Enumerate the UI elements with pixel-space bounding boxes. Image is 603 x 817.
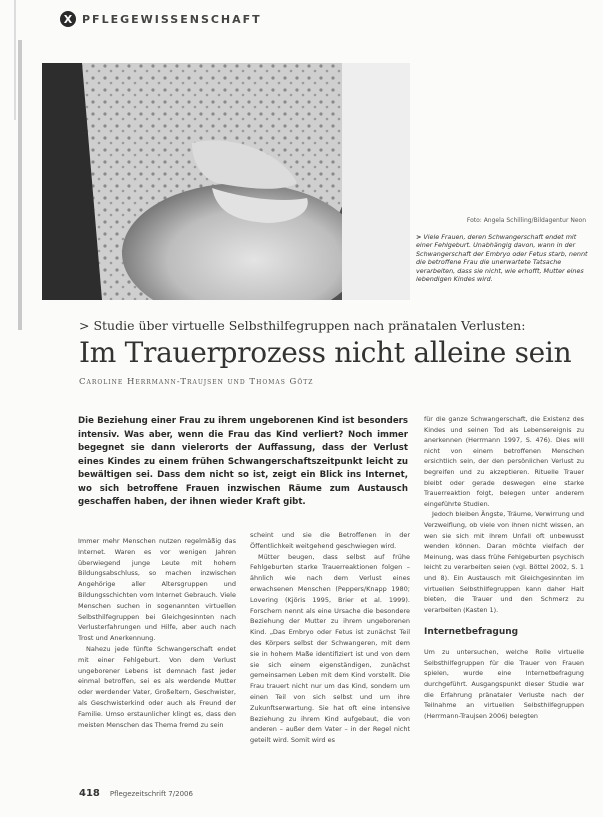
paragraph: Mütter beugen, dass selbst auf frühe Fehlgeburten starke Trauerreaktionen folgen – ähnlich wie nach dem Verlust eines erwachsenen Menschen (Peppers/Knapp 1980; Lovering (Kjöris 1995, Brier et al. 1999). Forschern nennt als eine Ursache die besondere Beziehung der Mutter zu ihrem ungeborenen Kind. „Das Embryo oder Fetus ist zunächst Teil des Körpers selbst der Schwangeren, mit dem sie in hohem Maße identifiziert ist und von dem sie sich einem eigenständigen, zunächst gemeinsamen Leben mit dem Kind vorstellt. Die Frau trauert nicht nur um das Kind, sondern um einen Teil von sich selbst und um ihre Zukunftserwartung. Sie hat oft eine intensive Beziehung zu ihrem Kind aufgebaut, die von anderen – außer dem Vater – in der Regel nicht geteilt wird. Somit wird es xyxy=(250,552,410,745)
paragraph: für die ganze Schwangerschaft, die Existenz des Kindes und seinen Tod als Lebensereignis zu anerkennen (Herrmann 1997, S. 476). Dies will nicht von einem betroffenen Menschen ersichtlich sein, der den persönlichen Verlust zu begreifen und zu akzeptieren. Rituelle Trauer bleibt oder gerade deswegen eine starke Trauerreaktion folgt, belegen unter anderem eingeführte Studien. xyxy=(424,415,584,508)
page-edge-line xyxy=(14,0,16,120)
text-column-3 xyxy=(424,414,584,721)
photo-credit: Foto: Angela Schilling/Bildagentur Neon xyxy=(466,217,586,224)
page-footer xyxy=(79,788,193,799)
article-photo xyxy=(42,63,410,300)
section-header xyxy=(60,8,262,30)
page-number: 418 xyxy=(79,788,100,799)
article-headline: Im Trauerprozess nicht alleine sein xyxy=(79,336,572,369)
photo-caption xyxy=(416,233,588,283)
article-kicker: > Studie über virtuelle Selbsthilfegruppen nach pränatalen Verlusten: xyxy=(79,318,526,333)
text-column-1 xyxy=(78,536,236,730)
paragraph: scheint und sie die Betroffenen in der Öffentlichkeit weitgehend geschwiegen wird. xyxy=(250,531,410,550)
journal-name: Pflegezeitschrift 7/2006 xyxy=(109,790,193,798)
pregnant-belly-photo xyxy=(42,63,410,300)
text-column-2 xyxy=(250,530,410,746)
section-logo-icon: X xyxy=(60,11,76,27)
paragraph: Um zu untersuchen, welche Rolle virtuelle Selbsthilfegruppen für die Trauer von Frauen spielen, wurde eine Internetbefragung durchgeführt. Ausgangspunkt dieser Studie war die Erfahrung pränataler Verluste nach der Teilnahme an virtuellen Selbsthilfegruppen (Herrmann-Traujsen 2006) belegten xyxy=(424,648,584,720)
paragraph: Jedoch bleiben Ängste, Träume, Verwirrung und Verzweiflung, ob viele von ihnen nicht wissen, an wen sie sich mit ihrem Unfall oft unbewusst wenden können. Daran möchte vielfach der Meinung, was dass frühe Fehlgeburten psychisch leicht zu verarbeiten seien (vgl. Böttel 2002, S. 1 und 8). Ein Austausch mit Gleichgesinnten im virtuellen Selbsthilfegruppen kann daher Halt bieten, die Trauer und den Schmerz zu verarbeiten (Kasten 1). xyxy=(424,510,584,614)
caption-arrow-icon: > xyxy=(416,233,422,241)
caption-text: Viele Frauen, deren Schwangerschaft endet mit einer Fehlgeburt. Unabhängig davon, wann in der Schwangerschaft der Embryo oder Fetus starb, nennt die betroffene Frau die unerwartete Tatsache verarbeiten, dass sie nicht, wie erhofft, Mutter eines lebendigen Kindes wird. xyxy=(416,233,588,284)
section-subheading: Internetbefragung xyxy=(424,627,519,638)
article-authors: Caroline Herrmann-Traujsen und Thomas Götz xyxy=(79,377,314,387)
section-label: PFLEGEWISSENSCHAFT xyxy=(82,12,262,26)
paragraph: Nahezu jede fünfte Schwangerschaft endet mit einer Fehlgeburt. Von dem Verlust ungeborener Lebens ist demnach fast jeder einmal betroffen, sei es als werdende Mutter oder werdender Vater, Großeltern, Geschwister, als Geschwisterkind oder auch als Freund der Familie. Umso erstaunlicher klingt es, dass den meisten Menschen das Thema fremd zu sein xyxy=(78,644,236,729)
article-lead: Die Beziehung einer Frau zu ihrem ungeborenen Kind ist besonders intensiv. Was aber, wenn die Frau das Kind verliert? Noch immer begegnet sie dann vielerorts der Auffassung, dass der Verlust eines Kindes zu einem frühen Schwangerschaftszeitpunkt leicht zu bewältigen sei. Dass dem nicht so ist, zeigt ein Blick ins Internet, wo sich betroffene Frauen inzwischen Räume zum Austausch geschaffen haben, der ihnen wieder Kraft gibt. xyxy=(78,416,408,507)
page-edge-shadow xyxy=(18,40,22,330)
paragraph: Immer mehr Menschen nutzen regelmäßig das Internet. Waren es vor wenigen Jahren überwiegend junge Leute mit hohem Bildungsabschluss, so machen inzwischen Angehörige aller Altersgruppen und Bildungsschichten vom Internet Gebrauch. Viele Menschen suchen in sogenannten virtuellen Selbsthilfegruppen bei Gleichgesinnten nach Verlusterfahrungen und Hilfe, aber auch nach Trost und Anerkennung. xyxy=(78,537,236,643)
